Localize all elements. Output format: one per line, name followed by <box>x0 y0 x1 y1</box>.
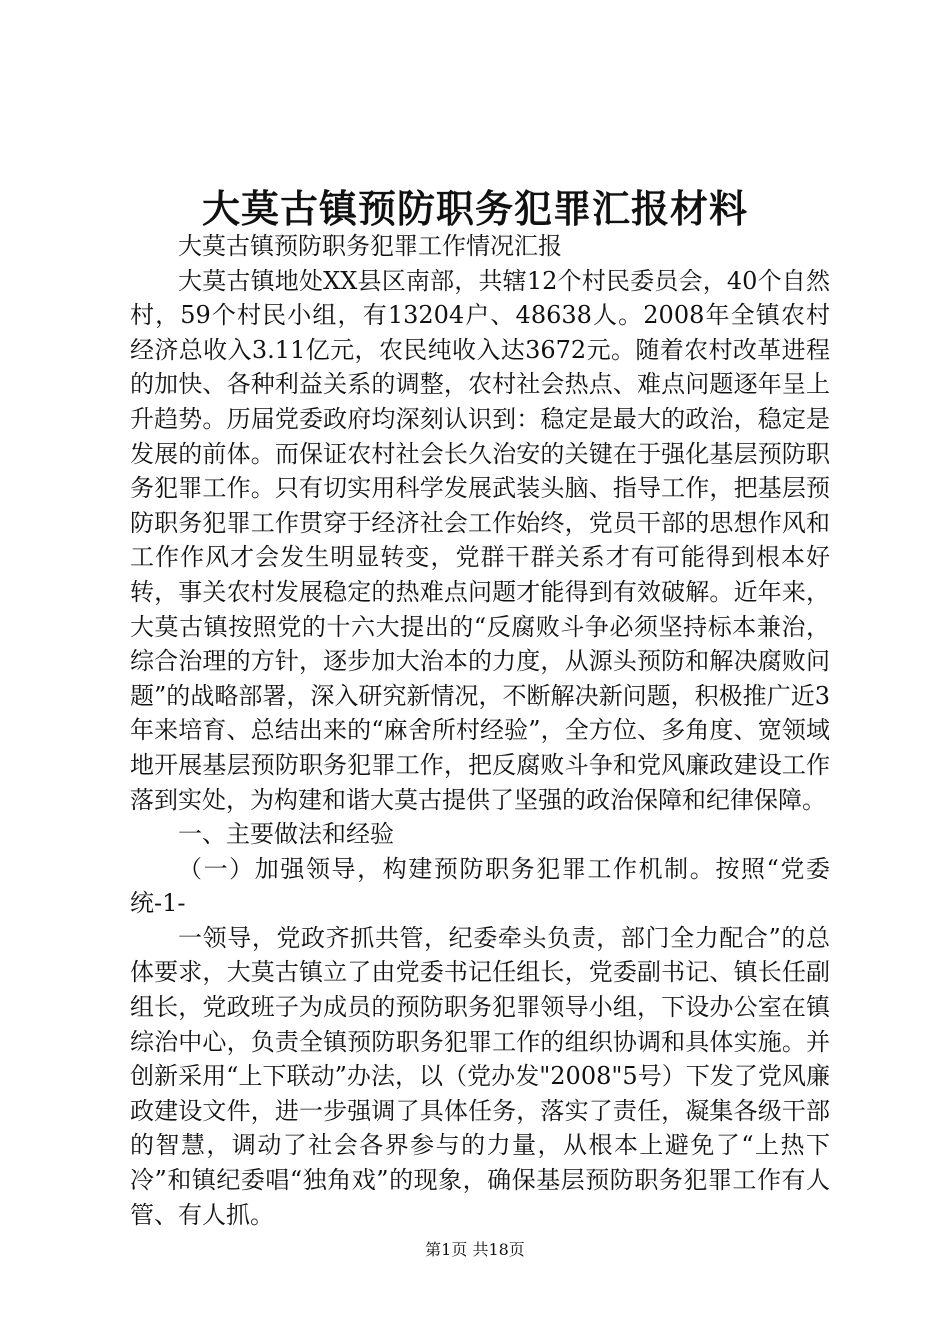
page-footer: 第1页 共18页 <box>425 1240 525 1259</box>
paragraph-leadership: 一领导，党政齐抓共管，纪委牵头负责，部门全力配合”的总体要求，大莫古镇立了由党委书记任组长，党委副书记、镇长任副组长，党政班子为成员的预防职务犯罪领导小组，下设办公室在镇综治中心，负责全镇预防职务犯罪工作的组织协调和具体实施。并创新采用“上下联动”办法，以（党办发"2008"5号）下发了党风廉政建设文件，进一步强调了具体任务，落实了责任，凝集各级干部的智慧，调动了社会各界参与的力量，从根本上避免了“上热下冷”和镇纪委唱“独角戏”的现象，确保基层预防职务犯罪工作有人管、有人抓。 <box>130 923 830 1229</box>
document-body <box>130 229 830 1232</box>
document-title: 大莫古镇预防职务犯罪汇报材料 <box>201 186 748 231</box>
paragraph-section-heading: 一、主要做法和经验 <box>178 820 394 849</box>
paragraph-subtitle: 大莫古镇预防职务犯罪工作情况汇报 <box>178 232 562 260</box>
paragraph-subsection-heading: （一）加强领导，构建预防职务犯罪工作机制。按照“党委统-1- <box>130 854 830 918</box>
paragraph-overview: 大莫古镇地处XX县区南部，共辖12个村民委员会，40个自然村，59个村民小组，有13204户、48638人。2008年全镇农村经济总收入3.11亿元，农民纯收入达3672元。随着农村改革进程的加快、各种利益关系的调整，农村社会热点、难点问题逐年呈上升趋势。历届党委政府均深刻认识到：稳定是最大的政治，稳定是发展的前体。而保证农村社会长久治安的关键在于强化基层预防职务犯罪工作。只有切实用科学发展武装头脑、指导工作，把基层预防职务犯罪工作贯穿于经济社会工作始终，党员干部的思想作风和工作作风才会发生明显转变，党群干群关系才有可能得到根本好转，事关农村发展稳定的热难点问题才能得到有效破解。近年来，大莫古镇按照党的十六大提出的“反腐败斗争必须坚持标本兼治，综合治理的方针，逐步加大治本的力度，从源头预防和解决腐败问题”的战略部署，深入研究新情况，不断解决新问题，积极推广近3年来培育、总结出来的“麻舍所村经验”，全方位、多角度、宽领域地开展基层预防职务犯罪工作，把反腐败斗争和党风廉政建设工作落到实处，为构建和谐大莫古提供了坚强的政治保障和纪律保障。 <box>130 266 830 814</box>
